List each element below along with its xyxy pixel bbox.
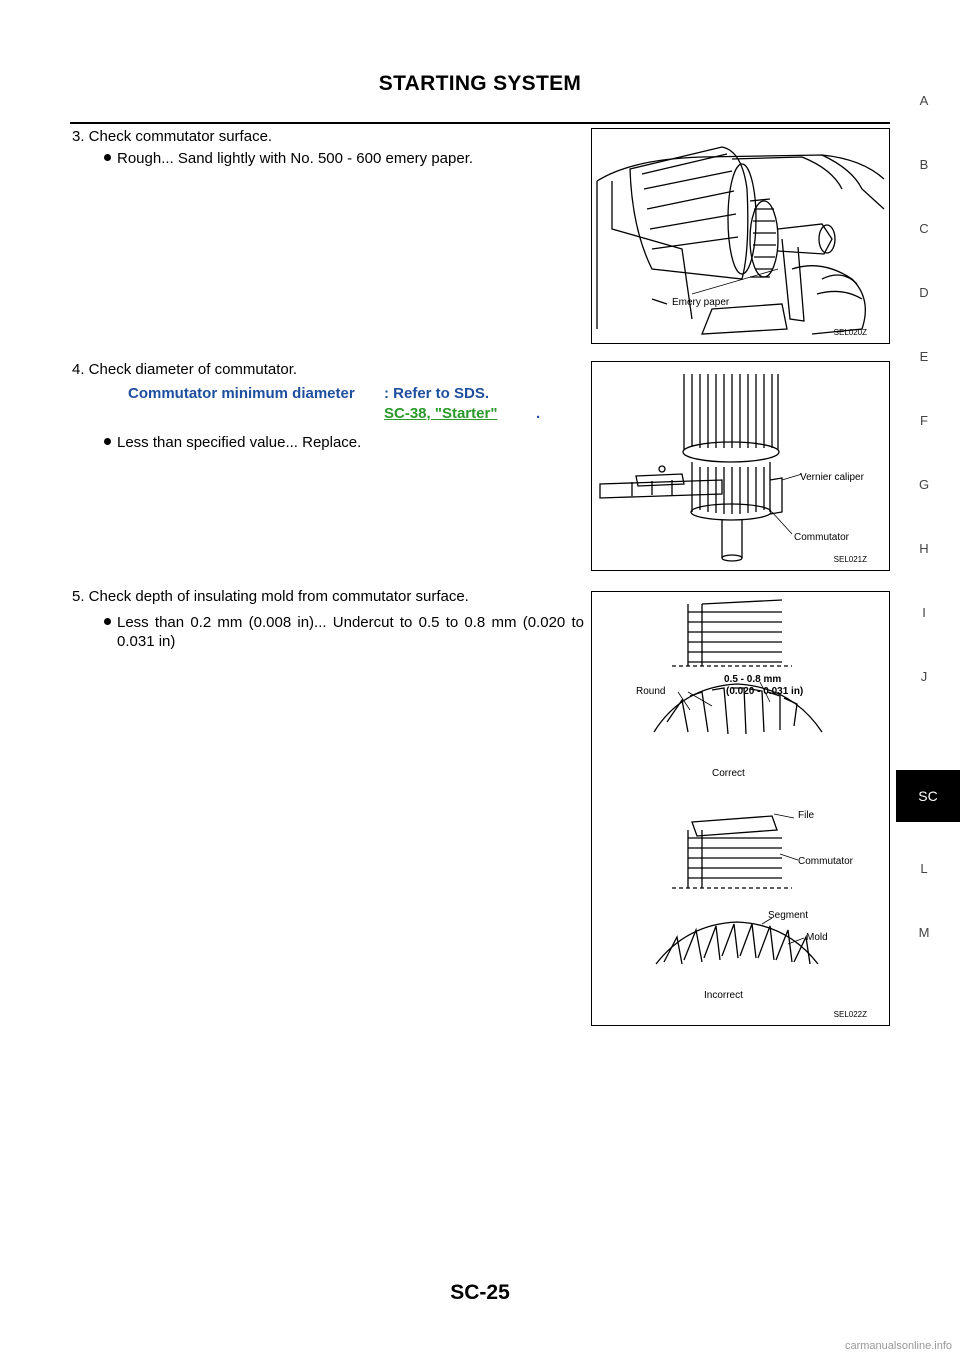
- figure-undercut-drawing: [592, 592, 889, 1025]
- page-number: SC-25: [450, 1281, 510, 1304]
- spec-label: Commutator minimum diameter: [128, 385, 355, 402]
- bullet-text: Less than 0.2 mm (0.008 in)... Undercut to 0.5 to 0.8 mm (0.020 to 0.031 in): [117, 614, 584, 650]
- label-file: File: [798, 810, 815, 821]
- side-index-c[interactable]: C: [919, 221, 929, 236]
- label-mold: Mold: [806, 932, 828, 943]
- side-index-l[interactable]: L: [920, 861, 928, 876]
- figure-vernier-drawing: [592, 362, 889, 570]
- side-index-f[interactable]: F: [920, 413, 928, 428]
- bullet-dot-icon: [104, 618, 111, 625]
- spec-suffix: .: [536, 405, 541, 422]
- figure-code: SEL020Z: [833, 328, 867, 337]
- bullet-dot-icon: [104, 438, 111, 445]
- step-5: 5. Check depth of insulating mold from commutator surface.: [72, 588, 469, 605]
- step-4: 4. Check diameter of commutator.: [72, 361, 298, 378]
- label-vernier-caliper: Vernier caliper: [800, 472, 864, 483]
- step-5-bullet: [104, 613, 584, 651]
- page-title: STARTING SYSTEM: [378, 72, 582, 95]
- side-index-d[interactable]: D: [919, 285, 929, 300]
- label-dimension-in: (0.020 - 0.031 in): [726, 686, 804, 697]
- bullet-dot-icon: [104, 154, 111, 161]
- figure-code: SEL022Z: [833, 1010, 867, 1019]
- step-4-bullet: [104, 433, 584, 452]
- step-3-bullet: [104, 149, 584, 168]
- figure-emery-paper-drawing: [592, 129, 889, 343]
- side-tab-sc[interactable]: SC: [896, 770, 960, 822]
- spec-value: : Refer to SDS.: [384, 385, 490, 402]
- figure-undercut: [591, 591, 890, 1026]
- side-index-i[interactable]: I: [922, 605, 926, 620]
- bullet-text: Less than specified value... Replace.: [117, 434, 362, 451]
- figure-emery-paper: [591, 128, 890, 344]
- sds-link[interactable]: SC-38, "Starter": [384, 405, 498, 422]
- label-commutator: Commutator: [794, 532, 850, 543]
- side-index-b[interactable]: B: [919, 157, 929, 172]
- side-index-a[interactable]: A: [919, 93, 929, 108]
- figure-code: SEL021Z: [833, 555, 867, 564]
- label-correct: Correct: [712, 768, 745, 779]
- label-dimension-mm: 0.5 - 0.8 mm: [724, 674, 782, 685]
- watermark: carmanualsonline.info: [844, 1340, 952, 1352]
- step-3: 3. Check commutator surface.: [72, 128, 273, 145]
- label-round: Round: [636, 686, 666, 697]
- label-incorrect: Incorrect: [704, 990, 743, 1001]
- side-index-g[interactable]: G: [918, 477, 930, 492]
- header-rule: [70, 122, 890, 124]
- label-segment: Segment: [768, 910, 809, 921]
- side-index-m[interactable]: M: [918, 925, 930, 940]
- label-commutator: Commutator: [798, 856, 854, 867]
- figure-vernier-caliper: [591, 361, 890, 571]
- side-index-j[interactable]: J: [920, 669, 928, 684]
- bullet-text: Rough... Sand lightly with No. 500 - 600 emery paper.: [117, 150, 474, 167]
- label-emery-paper: Emery paper: [672, 297, 730, 308]
- side-index-e[interactable]: E: [919, 349, 929, 364]
- side-index-h[interactable]: H: [919, 541, 929, 556]
